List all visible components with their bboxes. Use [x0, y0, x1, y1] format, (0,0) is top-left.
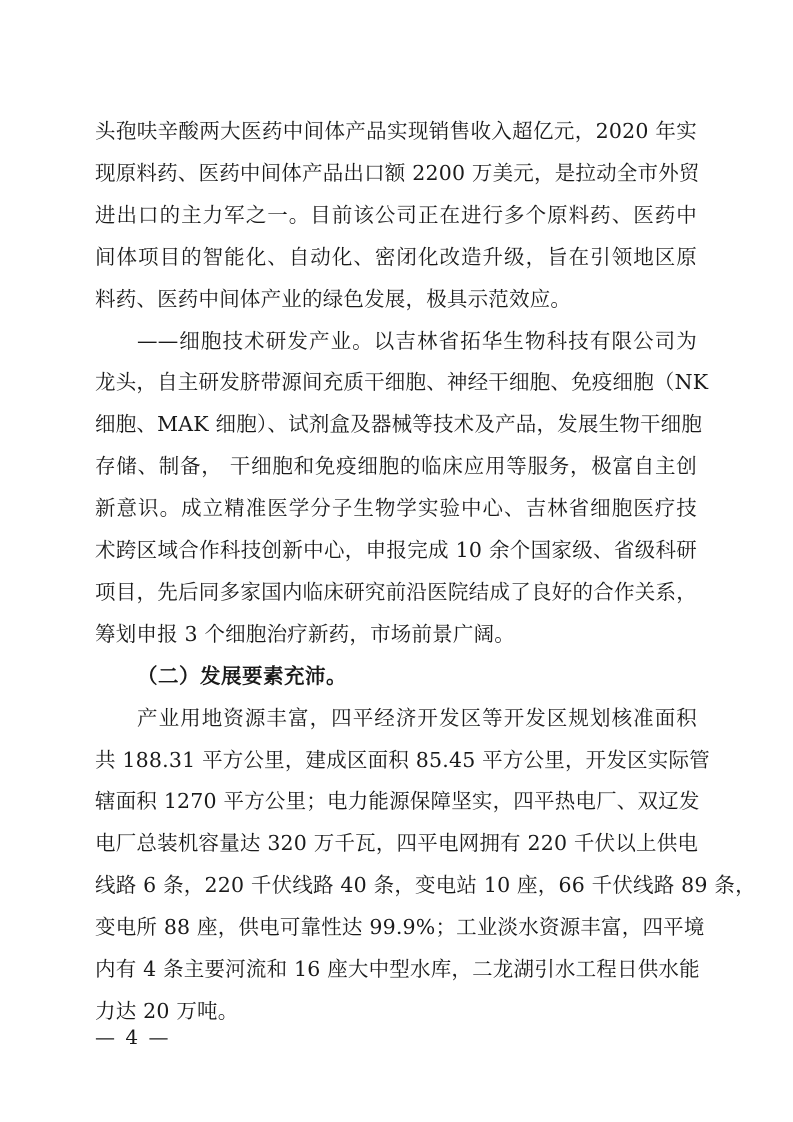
paragraph-2-line-3: 细胞、MAK 细胞）、试剂盒及器械等技术及产品，发展生物干细胞	[95, 412, 703, 436]
paragraph-2-line-2: 龙头，自主研发脐带源间充质干细胞、神经干细胞、免疫细胞（NK	[95, 370, 709, 394]
paragraph-1-line-4: 间体项目的智能化、自动化、密闭化改造升级，旨在引领地区原	[95, 245, 697, 269]
paragraph-3-line-3: 辖面积 1270 平方公里；电力能源保障坚实，四平热电厂、双辽发	[95, 789, 700, 813]
paragraph-2-line-5: 新意识。成立精准医学分子生物学实验中心、吉林省细胞医疗技	[95, 496, 697, 520]
paragraph-1-line-1: 头孢呋辛酸两大医药中间体产品实现销售收入超亿元，2020 年实	[95, 119, 697, 143]
paragraph-2-line-8: 筹划申报 3 个细胞治疗新药，市场前景广阔。	[95, 622, 515, 646]
paragraph-2-line-1: ——细胞技术研发产业。以吉林省拓华生物科技有限公司为	[137, 329, 697, 353]
paragraph-2-line-4: 存储、制备， 干细胞和免疫细胞的临床应用等服务，极富自主创	[95, 454, 697, 478]
paragraph-3-line-5: 线路 6 条，220 千伏线路 40 条，变电站 10 座，66 千伏线路 89 条，	[95, 873, 756, 897]
paragraph-3-line-1: 产业用地资源丰富，四平经济开发区等开发区规划核准面积	[137, 706, 697, 730]
paragraph-1-line-3: 进出口的主力军之一。目前该公司正在进行多个原料药、医药中	[95, 203, 697, 227]
paragraph-1-line-5: 料药、医药中间体产业的绿色发展，极具示范效应。	[95, 287, 572, 311]
section-heading: （二）发展要素充沛。	[137, 664, 347, 688]
paragraph-3-line-2: 共 188.31 平方公里，建成区面积 85.45 平方公里，开发区实际管	[95, 748, 710, 772]
paragraph-1-line-2: 现原料药、医药中间体产品出口额 2200 万美元，是拉动全市外贸	[95, 161, 700, 185]
paragraph-2-line-6: 术跨区域合作科技创新中心，申报完成 10 余个国家级、省级科研	[95, 538, 697, 562]
paragraph-3-line-7: 内有 4 条主要河流和 16 座大中型水库，二龙湖引水工程日供水能	[95, 957, 700, 981]
paragraph-3-line-4: 电厂总装机容量达 320 万千瓦，四平电网拥有 220 千伏以上供电	[95, 831, 699, 855]
page-number: — 4 —	[95, 1025, 171, 1049]
paragraph-3-line-6: 变电所 88 座，供电可靠性达 99.9%；工业淡水资源丰富，四平境	[95, 915, 705, 939]
paragraph-3-line-8: 力达 20 万吨。	[95, 999, 239, 1023]
paragraph-2-line-7: 项目，先后同多家国内临床研究前沿医院结成了良好的合作关系，	[95, 580, 697, 604]
